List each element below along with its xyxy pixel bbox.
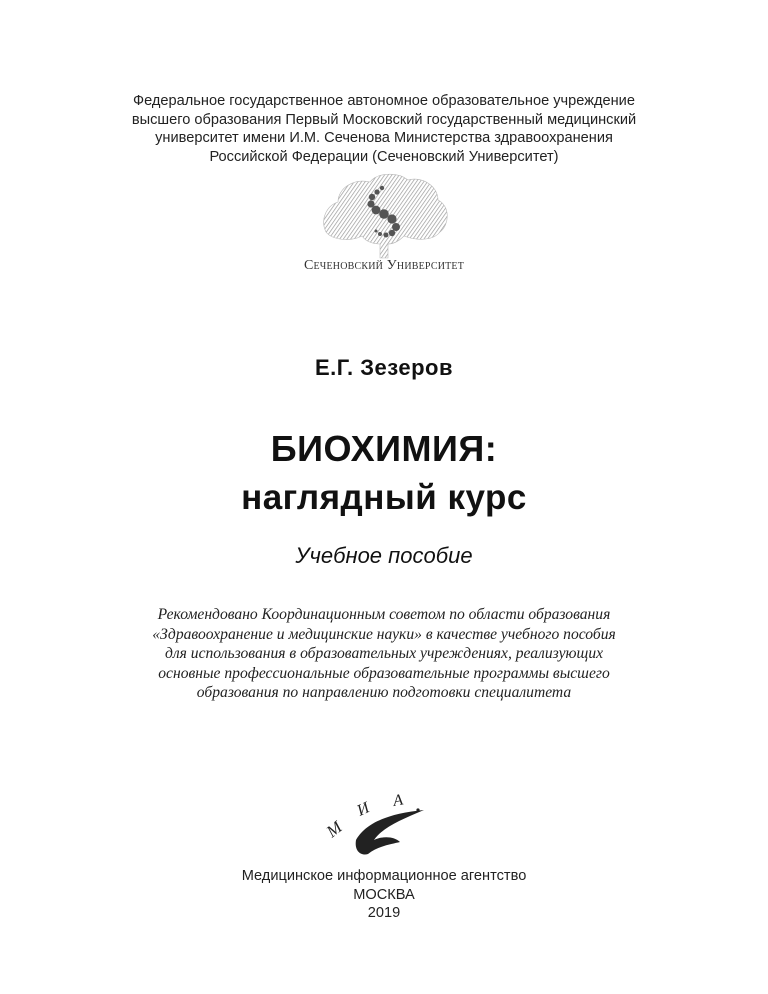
book-title-line1: БИОХИМИЯ: xyxy=(270,428,498,469)
publication-year: 2019 xyxy=(367,905,401,921)
tree-logo-icon xyxy=(318,170,452,262)
recommendation-line: для использования в образовательных учреждениях, реализующих xyxy=(164,645,604,663)
recommendation-line: «Здравоохранение и медицинские науки» в качестве учебного пособия xyxy=(152,625,616,643)
book-subtitle: Учебное пособие xyxy=(295,543,473,568)
book-author: Е.Г. Зезеров xyxy=(314,355,454,380)
institution-line: Российской Федерации (Сеченовский Университет) xyxy=(209,148,559,165)
svg-text:М: М xyxy=(322,817,346,842)
publisher-city: МОСКВА xyxy=(353,886,415,903)
svg-text:А: А xyxy=(391,791,405,810)
publisher-block xyxy=(0,867,768,923)
recommendation-line: Рекомендовано Координационным советом по области образования xyxy=(157,606,611,623)
institution-line: высшего образования Первый Московский государственный медицинский xyxy=(131,111,637,128)
publisher-name: Медицинское информационное агентство xyxy=(241,868,527,884)
mia-publisher-logo-icon xyxy=(320,790,440,860)
svg-text:И: И xyxy=(354,799,373,820)
recommendation-line: основные профессиональные образовательные программы высшего xyxy=(158,664,610,682)
recommendation-block xyxy=(0,605,768,703)
book-title-line2: наглядный курс xyxy=(241,478,527,517)
institution-line: Федеральное государственное автономное образовательное учреждение xyxy=(133,93,635,109)
institution-line: университет имени И.М. Сеченова Министерства здравоохранения xyxy=(155,130,613,146)
university-name: Сеченовский Университет xyxy=(303,258,465,273)
institution-block xyxy=(0,92,768,166)
recommendation-line: образования по направлению подготовки специалитета xyxy=(196,684,572,702)
